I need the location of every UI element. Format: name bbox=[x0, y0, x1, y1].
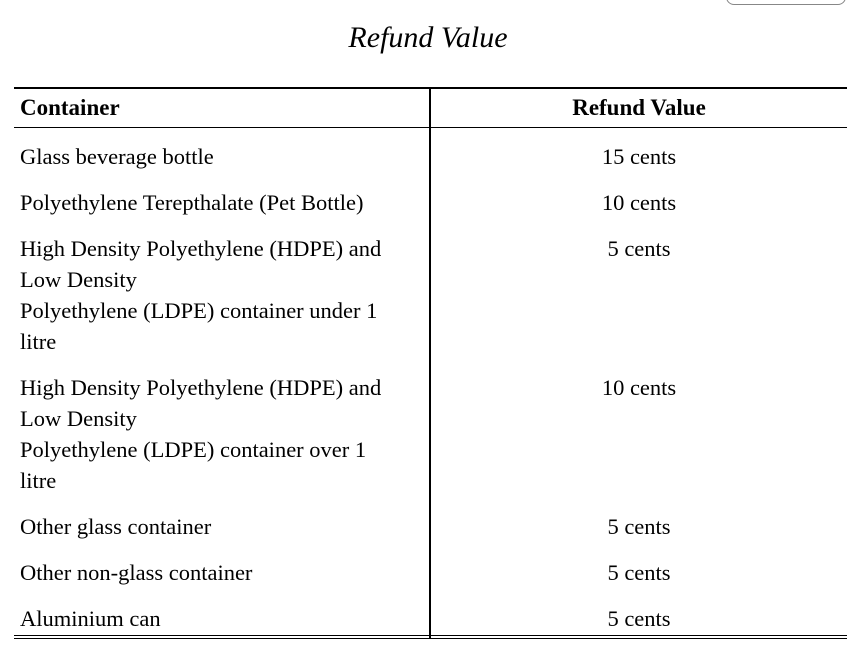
container-line: litre bbox=[20, 329, 57, 354]
container-line: litre bbox=[20, 468, 57, 493]
refund-value-cell: 5 cents bbox=[607, 560, 671, 585]
container-cell bbox=[14, 511, 431, 542]
container-cell bbox=[14, 187, 431, 218]
container-cell bbox=[14, 557, 431, 588]
table-row bbox=[14, 233, 847, 372]
table-row bbox=[14, 141, 847, 187]
column-header-refund-value: Refund Value bbox=[572, 95, 706, 120]
container-line: Polyethylene Terepthalate (Pet Bottle) bbox=[20, 190, 364, 215]
refund-value-cell: 5 cents bbox=[607, 236, 671, 261]
table-bottom-rule-inner bbox=[14, 635, 847, 636]
container-line: Polyethylene (LDPE) container under 1 bbox=[20, 298, 378, 323]
table-row bbox=[14, 603, 847, 649]
container-line: Aluminium can bbox=[20, 606, 161, 631]
table-row bbox=[14, 557, 847, 603]
container-line: Low Density bbox=[20, 267, 137, 292]
container-line: Polyethylene (LDPE) container over 1 bbox=[20, 437, 367, 462]
container-line: High Density Polyethylene (HDPE) and bbox=[20, 236, 382, 261]
column-header-container: Container bbox=[20, 95, 120, 120]
refund-value-cell: 5 cents bbox=[607, 606, 671, 631]
container-cell bbox=[14, 233, 431, 357]
container-cell bbox=[14, 603, 431, 634]
refund-value-cell: 5 cents bbox=[607, 514, 671, 539]
container-line: Glass beverage bottle bbox=[20, 144, 214, 169]
refund-value-cell: 10 cents bbox=[601, 190, 677, 215]
container-cell bbox=[14, 141, 431, 172]
container-line: Low Density bbox=[20, 406, 137, 431]
table-bottom-rule bbox=[14, 638, 847, 639]
table-row bbox=[14, 187, 847, 233]
table-body bbox=[14, 141, 847, 649]
refund-value-table bbox=[14, 87, 847, 639]
table-row bbox=[14, 511, 847, 557]
container-line: Other non-glass container bbox=[20, 560, 253, 585]
document-title: Refund Value bbox=[348, 21, 508, 54]
container-cell bbox=[14, 372, 431, 496]
table-row bbox=[14, 372, 847, 511]
refund-value-cell: 10 cents bbox=[601, 375, 677, 400]
container-line: Other glass container bbox=[20, 514, 212, 539]
container-line: High Density Polyethylene (HDPE) and bbox=[20, 375, 382, 400]
page-corner-mark bbox=[726, 0, 846, 5]
refund-value-cell: 15 cents bbox=[601, 144, 677, 169]
